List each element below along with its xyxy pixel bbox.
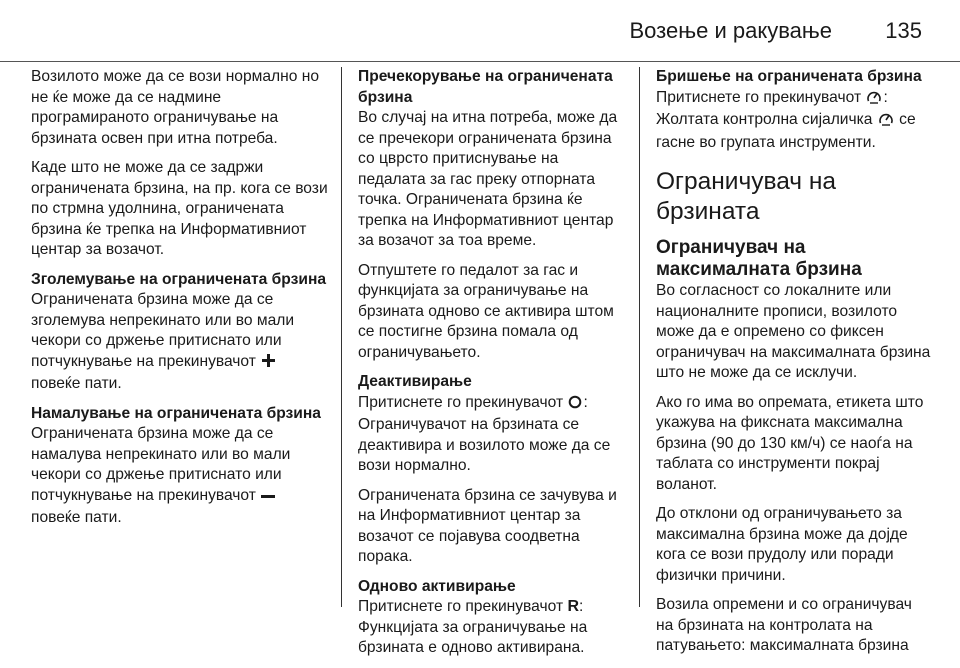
header-rule [0,61,960,62]
paragraph: Во случај на итна потреба, може да се пречекори ограничената брзина со цврсто притиснување на педалата за гас преку отпорната точка. Ограничената брзина ќе трепка на Информативниот центар за возачот за тоа време. [358,109,618,249]
speed-limiter-icon [878,111,894,133]
column-divider-2 [639,67,640,607]
column-2 [358,67,628,668]
page-number: 135 [885,18,922,43]
section-heading: Ограничувач на брзината [656,168,837,225]
paragraph: До отклони од ограничувањето за максимална брзина може да дојде кога се вози прудолу или поради физички причини. [656,505,908,584]
paragraph: Возилото може да се вози нормално но не ќе може да се надмине програмираното ограничување на брзината освен при итна потреба. [31,68,320,147]
column-3 [656,67,932,666]
paragraph-decrease [31,424,329,529]
text: повеќе пати. [31,509,122,526]
text: повеќе пати. [31,375,122,392]
subheading-clear: Бришење на ограничената брзина [656,68,922,85]
column-divider-1 [341,67,342,607]
subheading-exceed: Пречекорување на ограничената брзина [358,68,613,106]
text: : Жолтата контролна сијаличка [656,88,888,128]
plus-icon [261,353,276,375]
text: Притиснете го прекинувачот [656,88,862,106]
paragraph-clear [656,88,932,154]
paragraph-increase [31,290,329,395]
circle-off-icon [568,395,582,416]
text: Притиснете го прекинувачот [358,393,564,411]
subheading-deactivate: Деактивирање [358,373,472,390]
subheading-increase: Зголемување на ограничената брзина [31,270,327,288]
text: Притиснете го прекинувачот [358,598,564,615]
paragraph: Ограничената брзина се зачувува и на Информативниот центар за возачот се појавува соодветна порака. [358,486,617,565]
subheading-decrease: Намалување на ограничената брзина [31,404,321,422]
page-header [0,0,960,62]
paragraph-deactivate [358,393,628,477]
resume-key-label: R [567,598,579,615]
minus-icon [261,488,275,509]
text: Ограничената брзина може да се зголемува непрекинато или во мали чекори со држење притиснато или потчукнување на прекинувачот [31,291,295,370]
paragraph: Каде што не може да се задржи ограничената брзина, на пр. кога се вози по стрмна удолнина, ограничената брзина ќе трепка на Информативниот центар за возачот. [31,159,328,258]
text: : Ограничувачот на брзината се деактивира и возилото може да се вози нормално. [358,393,611,474]
text: : Функцијата за ограничување на брзината е одново активирана. [358,598,588,656]
paragraph-reactivate [358,597,628,659]
subheading-reactivate: Одново активирање [358,577,516,595]
paragraph: Возила опремени и со ограничувач на брзината на контролата на патувањето: максималната брзина [656,596,912,654]
paragraph: Отпуштете го педалот за гас и функцијата за ограничување на брзината одново се активира штом се постигне брзина помала од ограничувањето. [358,261,614,361]
paragraph: Ако го има во опремата, етикета што укажува на фиксната максимална брзина (90 до 130 км/ч) се наоѓа на таблата со инструменти покрај воланот. [656,393,924,493]
paragraph: Во согласност со локалните или националните прописи, возилото може да е опремено со фиксен ограничувач на максималната брзина што не може да се исклучи. [656,282,931,381]
speed-limiter-icon [866,89,882,111]
page-title: Возење и ракување [629,18,832,43]
subsection-heading: Ограничувач на максималната брзина [656,237,862,280]
text: Ограничената брзина може да се намалува непрекинато или во мали чекори со држење притиснато или потчукнување на прекинувачот [31,425,291,504]
column-1 [31,67,329,538]
text: се гасне во групата инструменти. [656,111,916,151]
